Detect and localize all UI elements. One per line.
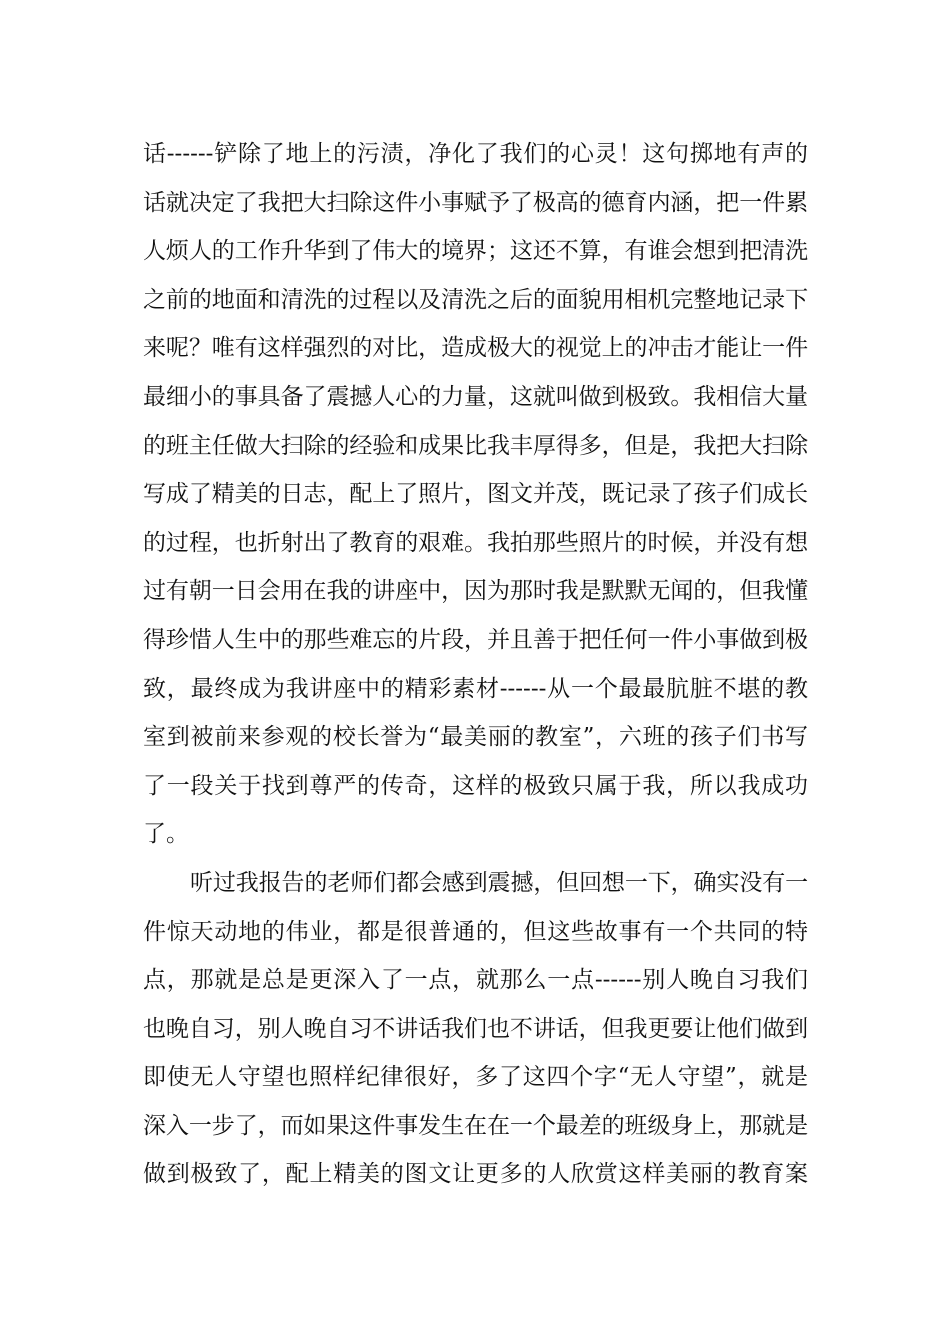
- text-line: 点，那就是总是更深入了一点，就那么一点------别人晚自习我们: [143, 967, 808, 994]
- text-line: 件惊天动地的伟业，都是很普通的，但这些故事有一个共同的特: [143, 918, 808, 945]
- text-line: 得珍惜人生中的那些难忘的片段，并且善于把任何一件小事做到极: [143, 626, 808, 653]
- text-line: 致，最终成为我讲座中的精彩素材------从一个最最肮脏不堪的教: [143, 675, 808, 702]
- text-line: 之前的地面和清洗的过程以及清洗之后的面貌用相机完整地记录下: [143, 286, 808, 313]
- text-line: 深入一步了，而如果这件事发生在在一个最差的班级身上，那就是: [143, 1112, 808, 1139]
- text-line: 写成了精美的日志，配上了照片，图文并茂，既记录了孩子们成长: [143, 481, 808, 508]
- paragraph-2: [143, 859, 808, 1199]
- text-line: 人烦人的工作升华到了伟大的境界；这还不算，有谁会想到把清洗: [143, 238, 808, 265]
- text-line: 的过程，也折射出了教育的艰难。我拍那些照片的时候，并没有想: [143, 529, 808, 556]
- text-line: 来呢？唯有这样强烈的对比，造成极大的视觉上的冲击才能让一件: [143, 335, 808, 362]
- text-line: 也晚自习，别人晚自习不讲话我们也不讲话，但我更要让他们做到: [143, 1015, 808, 1042]
- text-line: 的班主任做大扫除的经验和成果比我丰厚得多，但是，我把大扫除: [143, 432, 808, 459]
- text-line: 室到被前来参观的校长誉为“最美丽的教室”，六班的孩子们书写: [143, 724, 808, 751]
- text-line: 做到极致了，配上精美的图文让更多的人欣赏这样美丽的教育案: [143, 1161, 808, 1188]
- text-line: 最细小的事具备了震撼人心的力量，这就叫做到极致。我相信大量: [143, 383, 808, 410]
- text-line: 过有朝一日会用在我的讲座中，因为那时我是默默无闻的，但我懂: [143, 578, 808, 605]
- text-line: 话------铲除了地上的污渍，净化了我们的心灵！这句掷地有声的: [143, 141, 808, 167]
- text-line: 听过我报告的老师们都会感到震撼，但回想一下，确实没有一: [190, 869, 808, 896]
- text-line: 话就决定了我把大扫除这件小事赋予了极高的德育内涵，把一件累: [143, 189, 808, 216]
- text-line: 了。: [143, 821, 189, 848]
- body-text: [143, 130, 808, 1199]
- text-line: 了一段关于找到尊严的传奇，这样的极致只属于我，所以我成功: [143, 772, 808, 799]
- paragraph-1: [143, 130, 808, 859]
- text-line: 即使无人守望也照样纪律很好，多了这四个字“无人守望”，就是: [143, 1064, 808, 1091]
